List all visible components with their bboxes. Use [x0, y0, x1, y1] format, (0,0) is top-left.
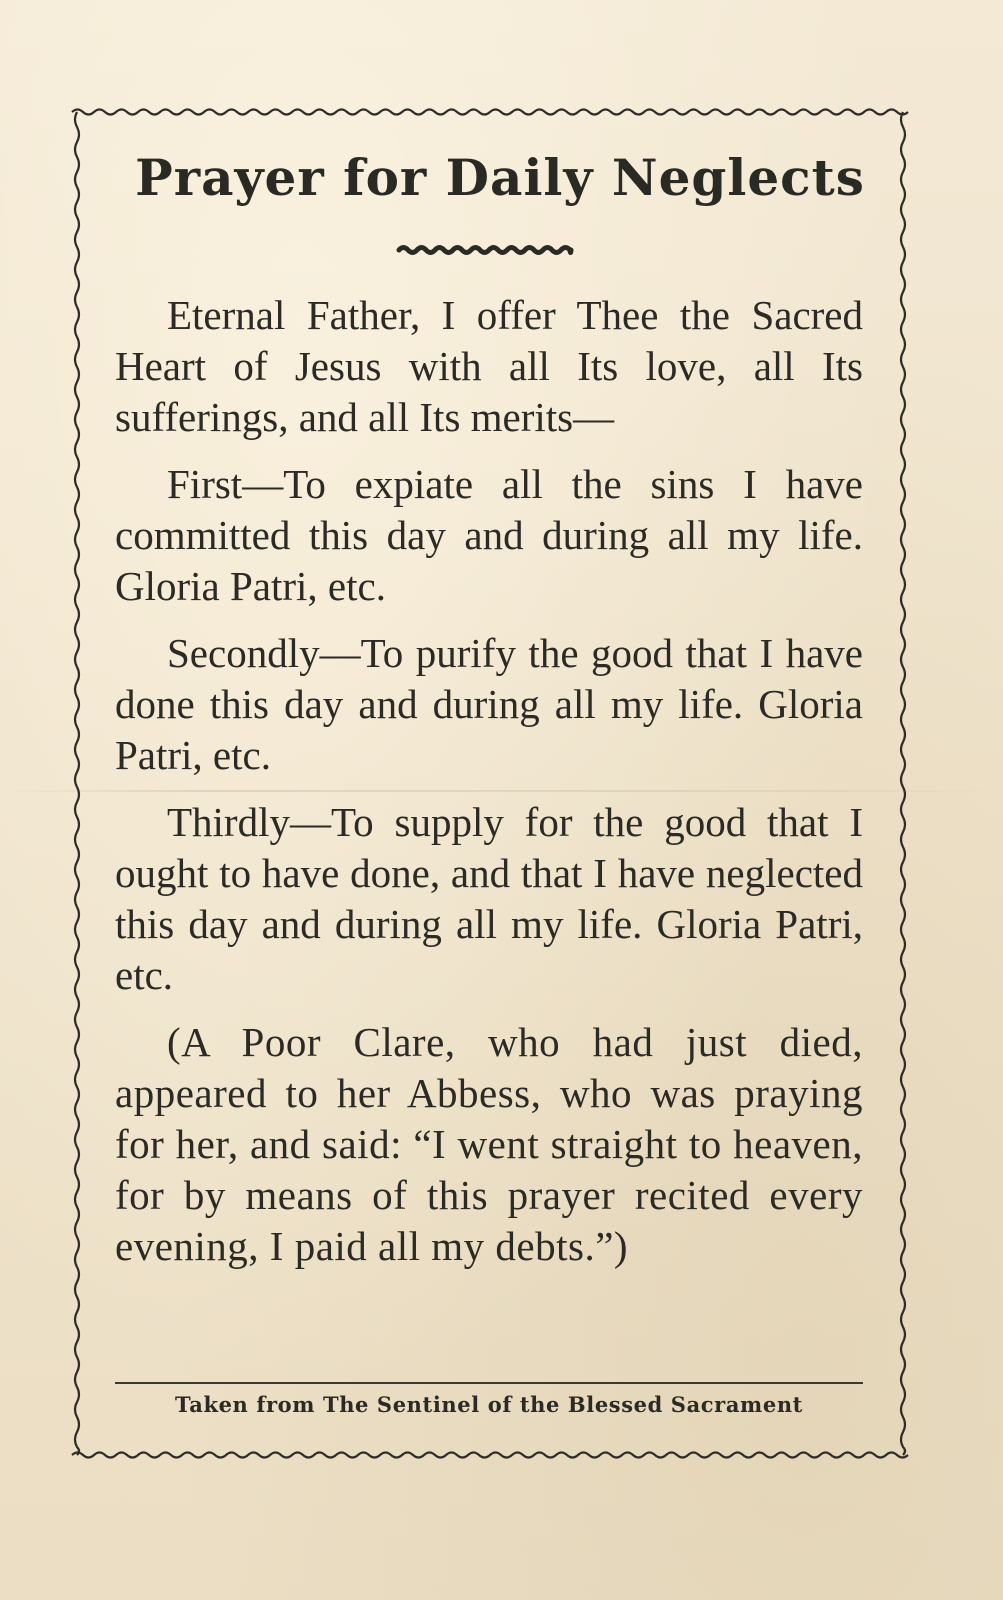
prayer-title: Prayer for Daily Neglects	[135, 148, 865, 207]
divider-rule	[115, 1382, 863, 1384]
source-credit: Taken from The Sentinel of the Blessed Sacrament	[175, 1392, 803, 1417]
paragraph-offering: Eternal Father, I offer Thee the Sacred Heart of Jesus with all Its love, all Its sufferings, and all Its merits—	[115, 292, 863, 440]
paragraph-first: First—To expiate all the sins I have committed this day and during all my life. Gloria Patri, etc.	[115, 461, 863, 609]
prayer-body	[115, 290, 863, 1288]
paragraph-secondly: Secondly—To purify the good that I have done this day and during all my life. Gloria Patri, etc.	[115, 630, 863, 778]
paragraph-poor-clare: (A Poor Clare, who had just died, appeared to her Abbess, who was praying for her, and said: “I went straight to heaven, for by means of this prayer recited every evening, I paid all my debts.”)	[115, 1019, 863, 1269]
title-ornament	[395, 238, 575, 262]
paragraph-thirdly: Thirdly—To supply for the good that I ought to have done, and that I have neglected this day and during all my life. Gloria Patri, etc.	[115, 799, 863, 998]
